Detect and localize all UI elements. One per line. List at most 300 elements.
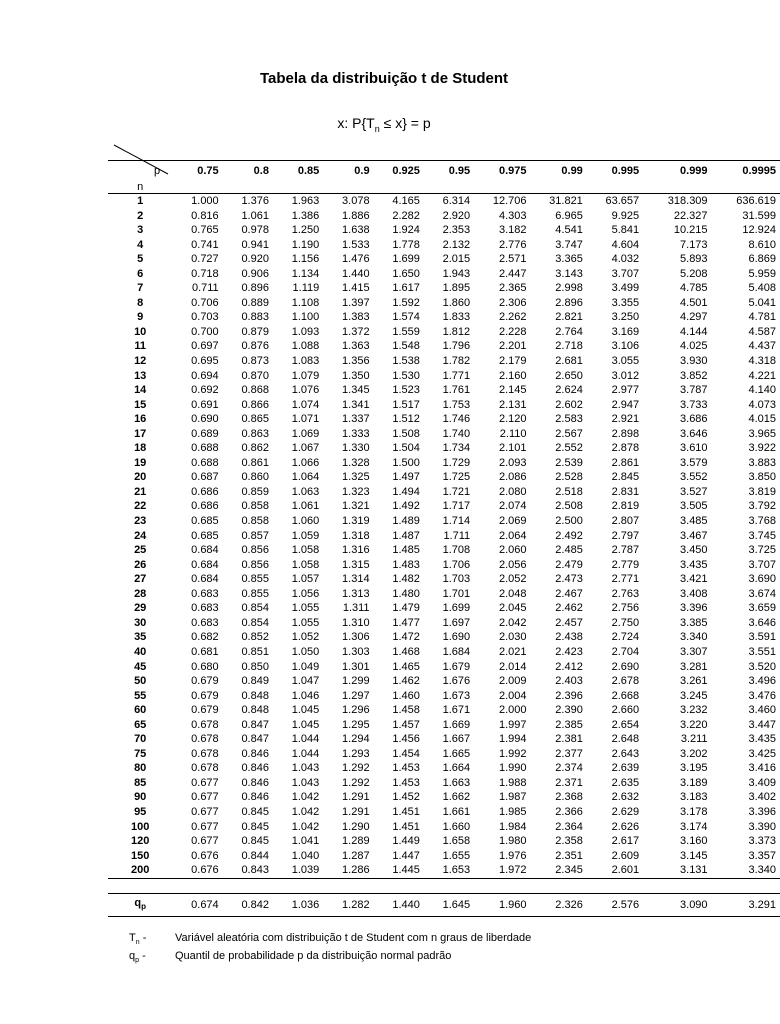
table-cell: 3.646: [748, 616, 776, 629]
table-cell: 0.856: [241, 558, 269, 571]
table-cell: 2.086: [498, 471, 527, 484]
table-cell: 4.318: [748, 355, 776, 368]
row-n-label: 65: [134, 718, 147, 731]
table-cell: 6.965: [555, 209, 583, 222]
table-row: [108, 412, 780, 427]
table-cell: 2.030: [498, 631, 527, 644]
row-n-label: 16: [134, 413, 147, 426]
row-n-label: 3: [137, 224, 144, 237]
table-cell: 2.539: [555, 456, 583, 469]
quantile-cell: 3.291: [712, 893, 780, 916]
table-cell: 3.232: [680, 704, 708, 717]
table-cell: 1.440: [342, 267, 370, 280]
table-cell: 0.860: [241, 471, 269, 484]
row-n-label: 8: [137, 296, 144, 309]
table-cell: 0.856: [241, 544, 269, 557]
table-row: [108, 383, 780, 398]
table-cell: 3.476: [748, 689, 776, 702]
table-cell: 0.677: [191, 835, 219, 848]
table-cell: 0.876: [241, 340, 269, 353]
table-cell: 1.293: [342, 747, 370, 760]
table-cell: 2.390: [555, 704, 583, 717]
table-cell: 2.567: [555, 427, 583, 440]
p-label: p: [108, 161, 172, 182]
table-row: [108, 209, 780, 224]
table-cell: 0.697: [191, 340, 219, 353]
table-cell: 2.457: [555, 616, 583, 629]
row-n-label: 1: [108, 194, 172, 209]
table-cell: 0.689: [191, 427, 219, 440]
table-cell: 0.706: [191, 296, 219, 309]
table-row: [108, 761, 780, 776]
table-cell: 2.654: [611, 718, 640, 731]
table-cell: 4.604: [611, 238, 640, 251]
row-n-label: 15: [134, 398, 147, 411]
table-cell: 0.849: [241, 675, 269, 688]
table-cell: 0.686: [191, 485, 219, 498]
table-cell: 1.055: [291, 602, 320, 615]
table-cell: 1.056: [291, 587, 320, 600]
table-cell: 0.680: [191, 660, 219, 673]
table-cell: 3.182: [498, 224, 527, 237]
table-cell: 1.042: [291, 820, 320, 833]
table-row: [108, 790, 780, 805]
table-cell: 1.063: [291, 485, 320, 498]
quantile-cell: 1.645: [424, 893, 474, 916]
quantile-row-label: [108, 893, 172, 916]
table-cell: 1.292: [342, 762, 370, 775]
table-cell: 3.725: [748, 544, 776, 557]
table-cell: 0.679: [191, 689, 219, 702]
table-cell: 1.746: [442, 413, 471, 426]
table-cell: 2.015: [442, 253, 471, 266]
table-cell: 2.262: [498, 311, 527, 324]
table-cell: 5.959: [748, 267, 776, 280]
table-cell: 3.365: [555, 253, 583, 266]
table-cell: 2.160: [498, 369, 527, 382]
table-cell: 3.183: [680, 791, 708, 804]
table-cell: 1.699: [442, 602, 471, 615]
table-cell: 1.318: [342, 529, 370, 542]
table-cell: 1.100: [291, 311, 320, 324]
table-row: [108, 703, 780, 718]
table-cell: 3.435: [680, 558, 708, 571]
table-cell: 1.314: [342, 573, 370, 586]
table-cell: 0.844: [241, 849, 269, 862]
table-cell: 1.383: [342, 311, 370, 324]
table-row: [108, 732, 780, 747]
table-cell: 1.533: [342, 238, 370, 251]
table-cell: 1.041: [291, 835, 320, 848]
table-cell: 0.683: [191, 616, 219, 629]
table-cell: 4.541: [555, 224, 583, 237]
table-cell: 0.873: [241, 355, 269, 368]
row-n-label: 14: [134, 384, 147, 397]
table-cell: 1.287: [342, 849, 370, 862]
note-symbol-main: T: [129, 932, 136, 944]
table-cell: 1.050: [291, 645, 320, 658]
row-n-label: 90: [134, 791, 147, 804]
row-n-label: 120: [131, 835, 150, 848]
table-cell: 2.052: [498, 573, 527, 586]
table-cell: 1.729: [442, 456, 471, 469]
table-cell: 2.500: [555, 515, 583, 528]
row-n-label: 100: [131, 820, 150, 833]
table-row: [108, 470, 780, 485]
table-cell: 2.120: [498, 413, 527, 426]
p-value-header: 0.925: [374, 161, 424, 182]
table-cell: 0.816: [191, 209, 219, 222]
table-cell: 0.896: [241, 282, 269, 295]
table-cell: 1.997: [498, 718, 527, 731]
p-value-header: 0.999: [643, 161, 711, 182]
table-cell: 2.228: [498, 325, 527, 338]
table-cell: 1.667: [442, 733, 471, 746]
table-cell: 2.438: [555, 631, 583, 644]
row-n-label: 150: [131, 849, 150, 862]
table-cell: 636.619: [712, 194, 780, 209]
table-cell: 3.245: [680, 689, 708, 702]
table-cell: 1.782: [442, 355, 471, 368]
row-n-label: 6: [137, 267, 144, 280]
table-cell: 2.508: [555, 500, 583, 513]
note-line: [129, 929, 531, 947]
table-cell: 0.865: [241, 413, 269, 426]
table-cell: 1.313: [342, 587, 370, 600]
table-cell: 6.314: [424, 194, 474, 209]
table-cell: 5.041: [748, 296, 776, 309]
table-cell: 1.345: [342, 384, 370, 397]
table-cell: 4.437: [748, 340, 776, 353]
table-cell: 0.851: [241, 645, 269, 658]
note-text: Variável aleatória com distribuição t de Student com n graus de liberdade: [175, 932, 532, 944]
table-cell: 2.896: [555, 296, 583, 309]
table-cell: 2.093: [498, 456, 527, 469]
table-cell: 2.831: [611, 485, 640, 498]
table-cell: 1.316: [342, 544, 370, 557]
table-cell: 2.635: [611, 776, 640, 789]
table-cell: 1.060: [291, 515, 320, 528]
table-cell: 2.601: [587, 863, 643, 878]
table-cell: 4.785: [680, 282, 708, 295]
table-cell: 1.310: [342, 616, 370, 629]
table-row: [108, 776, 780, 791]
table-cell: 1.079: [291, 369, 320, 382]
table-cell: 1.574: [392, 311, 420, 324]
table-cell: 1.250: [291, 224, 320, 237]
table-cell: 1.472: [392, 631, 420, 644]
table-row: [108, 747, 780, 762]
table-cell: 3.435: [748, 733, 776, 746]
table-cell: 1.523: [392, 384, 420, 397]
table-cell: 1.676: [442, 675, 471, 688]
table-cell: 2.364: [555, 820, 583, 833]
table-cell: 2.101: [498, 442, 527, 455]
table-cell: 0.848: [241, 704, 269, 717]
row-n-label: 21: [134, 485, 147, 498]
table-cell: 1.452: [392, 791, 420, 804]
table-cell: 1.044: [291, 733, 320, 746]
table-cell: 2.377: [555, 747, 583, 760]
row-n-label: 2: [137, 209, 144, 222]
table-cell: 1.778: [392, 238, 420, 251]
table-cell: 1.512: [392, 413, 420, 426]
p-value-header: 0.99: [530, 161, 586, 182]
table-cell: 2.602: [555, 398, 583, 411]
table-cell: 2.518: [555, 485, 583, 498]
note-text: Quantil de probabilidade p da distribuição normal padrão: [175, 950, 452, 962]
table-cell: 2.845: [611, 471, 640, 484]
table-cell: 3.646: [680, 427, 708, 440]
table-cell: 3.819: [748, 485, 776, 498]
note-symbol-sub: p: [135, 957, 140, 965]
table-cell: 1.415: [342, 282, 370, 295]
note-symbol: [129, 947, 175, 970]
row-n-label: 23: [134, 515, 147, 528]
table-cell: 1.291: [342, 791, 370, 804]
table-cell: 2.462: [555, 602, 583, 615]
table-cell: 1.671: [442, 704, 471, 717]
formula-sub: n: [374, 123, 380, 134]
table-cell: 2.629: [611, 805, 640, 818]
table-row: [108, 529, 780, 544]
table-cell: 2.704: [611, 645, 640, 658]
table-cell: 0.846: [241, 776, 269, 789]
table-cell: 2.145: [498, 384, 527, 397]
table-cell: 3.078: [323, 194, 373, 209]
table-cell: 1.046: [291, 689, 320, 702]
table-row: [108, 543, 780, 558]
table-cell: 0.920: [241, 253, 269, 266]
table-cell: 1.494: [392, 485, 420, 498]
table-cell: 2.632: [611, 791, 640, 804]
table-body: [108, 194, 780, 917]
table-cell: 2.807: [611, 515, 640, 528]
row-n-label: 18: [134, 442, 147, 455]
p-value-header: 0.8: [223, 161, 273, 182]
table-cell: 3.261: [680, 675, 708, 688]
quantile-label-main: q: [134, 896, 142, 909]
quantile-cell: 2.576: [587, 893, 643, 916]
table-cell: 1.134: [291, 267, 320, 280]
table-cell: 1.069: [291, 427, 320, 440]
p-value-header: 0.995: [587, 161, 643, 182]
table-cell: 4.073: [748, 398, 776, 411]
table-row: [108, 427, 780, 442]
table-cell: 3.012: [611, 369, 640, 382]
table-cell: 1.673: [442, 689, 471, 702]
table-cell: 2.447: [498, 267, 527, 280]
table-cell: 1.487: [392, 529, 420, 542]
table-cell: 1.052: [291, 631, 320, 644]
table-row: [108, 354, 780, 369]
table-cell: 1.289: [342, 835, 370, 848]
table-cell: 3.520: [748, 660, 776, 673]
table-row: [108, 252, 780, 267]
row-n-label: 25: [134, 544, 147, 557]
table-cell: 1.690: [442, 631, 471, 644]
table-cell: 1.483: [392, 558, 420, 571]
table-cell: 1.761: [442, 384, 471, 397]
table-cell: 2.898: [611, 427, 640, 440]
table-cell: 3.174: [680, 820, 708, 833]
table-cell: 0.677: [191, 776, 219, 789]
table-cell: 2.977: [611, 384, 640, 397]
table-cell: 0.686: [191, 500, 219, 513]
table-row: [108, 689, 780, 704]
table-cell: 0.685: [191, 529, 219, 542]
table-cell: 2.381: [555, 733, 583, 746]
table-cell: 1.190: [291, 238, 320, 251]
table-cell: 1.088: [291, 340, 320, 353]
table-cell: 0.870: [241, 369, 269, 382]
table-row: [108, 398, 780, 413]
table-cell: 1.489: [392, 515, 420, 528]
table-row: [108, 834, 780, 849]
table-cell: 2.201: [498, 340, 527, 353]
row-n-label: 35: [134, 631, 147, 644]
table-cell: 1.994: [498, 733, 527, 746]
table-cell: 2.998: [555, 282, 583, 295]
table-cell: 2.718: [555, 340, 583, 353]
note-symbol-sub: n: [135, 939, 140, 947]
table-cell: 0.845: [241, 835, 269, 848]
table-cell: 1.717: [442, 500, 471, 513]
table-cell: 4.032: [611, 253, 640, 266]
table-cell: 3.202: [680, 747, 708, 760]
table-cell: 1.045: [291, 704, 320, 717]
table-cell: 1.058: [291, 544, 320, 557]
table-cell: 3.768: [748, 515, 776, 528]
quantile-cell: 3.090: [643, 893, 711, 916]
table-cell: 1.701: [442, 587, 471, 600]
table-cell: 0.711: [191, 282, 219, 295]
table-cell: 1.058: [291, 558, 320, 571]
quantile-cell: 1.960: [474, 893, 530, 916]
table-cell: 2.690: [611, 660, 640, 673]
table-cell: 1.453: [392, 762, 420, 775]
table-cell: 0.690: [191, 413, 219, 426]
table-cell: 1.311: [342, 602, 370, 615]
table-cell: 3.425: [748, 747, 776, 760]
table-cell: 0.858: [241, 515, 269, 528]
table-cell: 2.004: [498, 689, 527, 702]
table-cell: 1.660: [442, 820, 471, 833]
table-cell: 1.039: [273, 863, 323, 878]
table-cell: 2.609: [611, 849, 640, 862]
table-cell: 1.451: [392, 820, 420, 833]
table-row: [108, 616, 780, 631]
table-cell: 0.859: [241, 485, 269, 498]
row-n-label: 19: [134, 456, 147, 469]
table-cell: 3.145: [680, 849, 708, 862]
table-cell: 2.045: [498, 602, 527, 615]
table-cell: 2.345: [530, 863, 586, 878]
table-cell: 4.015: [748, 413, 776, 426]
table-row: [108, 325, 780, 340]
table-cell: 5.841: [611, 224, 640, 237]
row-n-label: 5: [137, 253, 144, 266]
table-cell: 0.889: [241, 296, 269, 309]
table-cell: 0.906: [241, 267, 269, 280]
table-cell: 2.009: [498, 675, 527, 688]
table-cell: 1.093: [291, 325, 320, 338]
table-cell: 0.941: [241, 238, 269, 251]
row-n-label: 45: [134, 660, 147, 673]
formula-suffix: ≤ x} = p: [379, 115, 431, 131]
row-n-label: 11: [134, 340, 146, 353]
table-cell: 1.477: [392, 616, 420, 629]
table-cell: 2.764: [555, 325, 583, 338]
table-cell: 1.753: [442, 398, 471, 411]
table-cell: 0.866: [241, 398, 269, 411]
table-cell: 1.530: [392, 369, 420, 382]
table-cell: 2.366: [555, 805, 583, 818]
table-cell: 1.638: [342, 224, 370, 237]
n-label-row: [108, 181, 780, 194]
row-n-label: 10: [134, 325, 147, 338]
table-cell: 0.683: [191, 587, 219, 600]
table-cell: 1.061: [241, 209, 269, 222]
table-cell: 1.972: [474, 863, 530, 878]
table-cell: 2.110: [499, 427, 527, 440]
table-cell: 3.421: [680, 573, 708, 586]
table-cell: 3.690: [748, 573, 776, 586]
table-cell: 0.863: [241, 427, 269, 440]
table-cell: 2.681: [555, 355, 583, 368]
table-cell: 1.323: [342, 485, 370, 498]
table-cell: 4.297: [680, 311, 708, 324]
table-row: [108, 863, 780, 878]
table-cell: 4.781: [748, 311, 776, 324]
table-cell: 1.350: [342, 369, 370, 382]
table-cell: 1.895: [442, 282, 471, 295]
table-cell: 3.390: [748, 820, 776, 833]
row-n-label: 12: [134, 355, 147, 368]
table-cell: 12.706: [474, 194, 530, 209]
quantile-cell: 1.440: [374, 893, 424, 916]
table-cell: 8.610: [748, 238, 776, 251]
table-cell: 3.850: [748, 471, 776, 484]
table-cell: 1.771: [442, 369, 471, 382]
table-cell: 3.499: [611, 282, 640, 295]
table-cell: 1.476: [342, 253, 370, 266]
table-cell: 2.668: [611, 689, 640, 702]
table-cell: 1.303: [342, 645, 370, 658]
table-cell: 1.703: [442, 573, 471, 586]
table-cell: 0.679: [191, 675, 219, 688]
table-cell: 1.330: [342, 442, 370, 455]
table-cell: 1.356: [342, 355, 370, 368]
note-symbol-main: q: [129, 950, 136, 962]
row-n-label: 85: [134, 776, 147, 789]
table-cell: 1.985: [498, 805, 527, 818]
table-cell: 2.492: [555, 529, 583, 542]
row-n-label: 75: [134, 747, 147, 760]
table-cell: 0.678: [191, 718, 219, 731]
table-cell: 0.691: [191, 398, 219, 411]
table-cell: 1.740: [442, 427, 471, 440]
table-row: [108, 805, 780, 820]
table-cell: 3.143: [555, 267, 583, 280]
row-n-label: 28: [134, 587, 147, 600]
table-cell: 1.987: [498, 791, 527, 804]
table-cell: 1.333: [342, 427, 370, 440]
p-value-header: 0.95: [424, 161, 474, 182]
table-cell: 1.286: [323, 863, 373, 878]
table-cell: 1.833: [442, 311, 471, 324]
table-row: [108, 514, 780, 529]
